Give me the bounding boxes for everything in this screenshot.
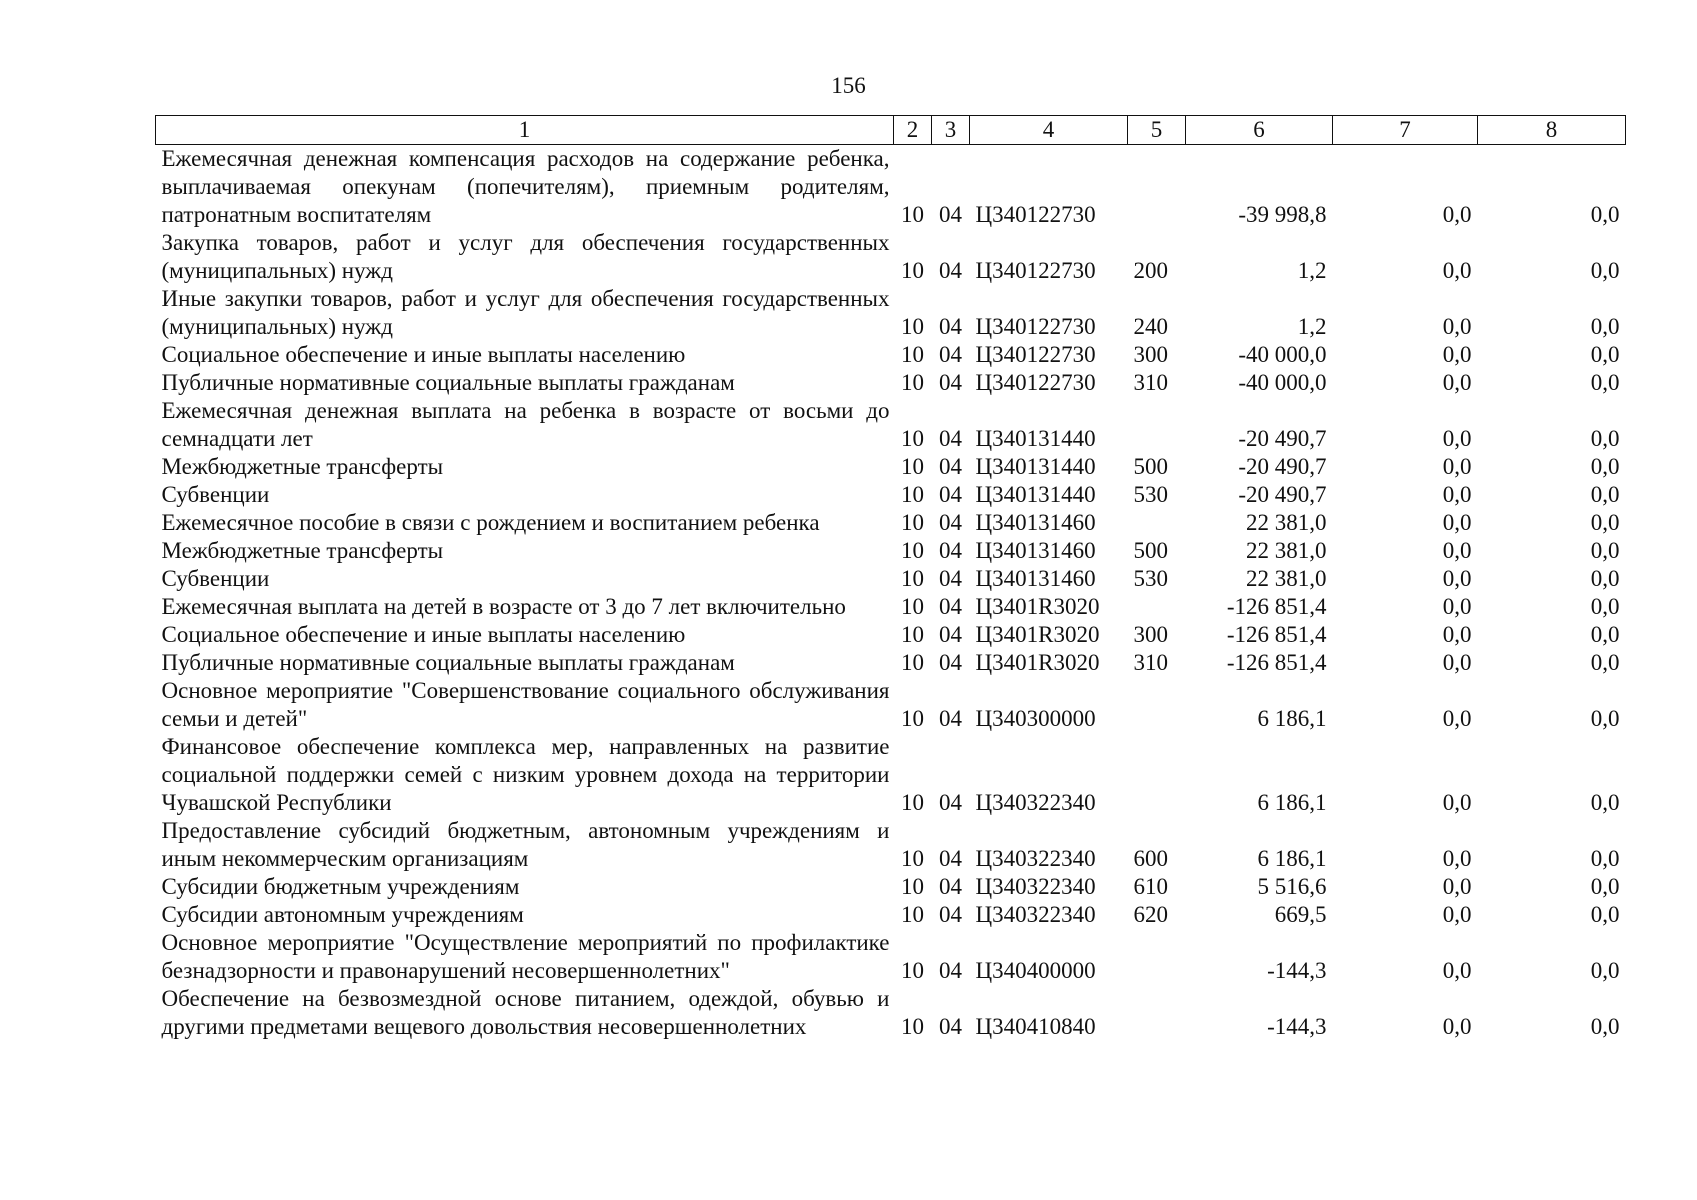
expense-type-cell <box>1128 733 1186 817</box>
header-cell-4: 4 <box>970 116 1128 145</box>
table-body <box>156 145 1626 1042</box>
amount-col7-cell: 0,0 <box>1442 482 1472 507</box>
section-code-cell: 10 <box>901 594 924 619</box>
table-row <box>156 565 1626 593</box>
expense-type-cell <box>1128 929 1186 985</box>
expense-type-cell: 530 <box>1133 482 1168 507</box>
header-cell-6: 6 <box>1186 116 1333 145</box>
amount-col6-cell: -126 851,4 <box>1226 594 1327 619</box>
row-name-cell: Межбюджетные трансферты <box>161 538 444 563</box>
amount-col8-cell: 0,0 <box>1590 370 1620 395</box>
amount-col7-cell: 0,0 <box>1442 594 1472 619</box>
expense-type-cell: 200 <box>1133 258 1168 283</box>
amount-col8-cell: 0,0 <box>1590 314 1620 339</box>
amount-col6-cell: 6 186,1 <box>1257 706 1327 731</box>
amount-col8-cell: 0,0 <box>1590 482 1620 507</box>
row-name-cell: Обеспечение на безвозмездной основе питанием, одеждой, обувью и другими предметами вещевого довольствия несовершеннолетних <box>161 986 890 1039</box>
table-row <box>156 481 1626 509</box>
row-name-cell: Основное мероприятие "Совершенствование социального обслуживания семьи и детей" <box>161 678 890 731</box>
amount-col7-cell: 0,0 <box>1442 454 1472 479</box>
table-row <box>156 537 1626 565</box>
table-row <box>156 285 1626 341</box>
subsection-code-cell: 04 <box>939 202 962 227</box>
expense-type-cell: 620 <box>1133 902 1168 927</box>
amount-col7-cell: 0,0 <box>1442 510 1472 535</box>
amount-col8-cell: 0,0 <box>1590 706 1620 731</box>
target-article-cell: Ц340131440 <box>975 426 1096 451</box>
amount-col6-cell: -40 000,0 <box>1238 342 1327 367</box>
subsection-code-cell: 04 <box>939 706 962 731</box>
table-row <box>156 509 1626 537</box>
target-article-cell: Ц340400000 <box>975 958 1096 983</box>
table-row <box>156 929 1626 985</box>
table-row <box>156 593 1626 621</box>
amount-col6-cell: -20 490,7 <box>1238 426 1327 451</box>
amount-col6-cell: -39 998,8 <box>1238 202 1327 227</box>
row-name-cell: Иные закупки товаров, работ и услуг для обеспечения государственных (муниципальных) нужд <box>161 286 890 339</box>
amount-col6-cell: 669,5 <box>1274 902 1327 927</box>
amount-col8-cell: 0,0 <box>1590 510 1620 535</box>
target-article-cell: Ц3401R3020 <box>975 594 1100 619</box>
subsection-code-cell: 04 <box>939 958 962 983</box>
amount-col7-cell: 0,0 <box>1442 538 1472 563</box>
target-article-cell: Ц340122730 <box>975 202 1096 227</box>
section-code-cell: 10 <box>901 454 924 479</box>
section-code-cell: 10 <box>901 538 924 563</box>
section-code-cell: 10 <box>901 958 924 983</box>
section-code-cell: 10 <box>901 370 924 395</box>
amount-col6-cell: 1,2 <box>1297 258 1327 283</box>
subsection-code-cell: 04 <box>939 650 962 675</box>
amount-col8-cell: 0,0 <box>1590 342 1620 367</box>
row-name-cell: Субсидии автономным учреждениям <box>161 902 524 927</box>
amount-col7-cell: 0,0 <box>1442 622 1472 647</box>
target-article-cell: Ц340131460 <box>975 538 1096 563</box>
expense-type-cell: 500 <box>1133 538 1168 563</box>
table-row <box>156 621 1626 649</box>
section-code-cell: 10 <box>901 566 924 591</box>
row-name-cell: Субвенции <box>161 566 270 591</box>
row-name-cell: Публичные нормативные социальные выплаты гражданам <box>161 650 735 675</box>
header-cell-7: 7 <box>1333 116 1478 145</box>
amount-col6-cell: 1,2 <box>1297 314 1327 339</box>
target-article-cell: Ц3401R3020 <box>975 650 1100 675</box>
target-article-cell: Ц3401R3020 <box>975 622 1100 647</box>
table-row <box>156 873 1626 901</box>
amount-col6-cell: 6 186,1 <box>1257 846 1327 871</box>
amount-col6-cell: -20 490,7 <box>1238 482 1327 507</box>
subsection-code-cell: 04 <box>939 342 962 367</box>
amount-col7-cell: 0,0 <box>1442 650 1472 675</box>
amount-col7-cell: 0,0 <box>1442 202 1472 227</box>
table-row <box>156 369 1626 397</box>
row-name-cell: Ежемесячная денежная компенсация расходов на содержание ребенка, выплачиваемая опекунам (попечителям), приемным родителям, патронатным воспитателям <box>161 146 890 227</box>
amount-col8-cell: 0,0 <box>1590 902 1620 927</box>
subsection-code-cell: 04 <box>939 314 962 339</box>
expense-type-cell: 500 <box>1133 454 1168 479</box>
header-cell-2: 2 <box>894 116 932 145</box>
subsection-code-cell: 04 <box>939 510 962 535</box>
expense-type-cell: 600 <box>1133 846 1168 871</box>
amount-col7-cell: 0,0 <box>1442 370 1472 395</box>
target-article-cell: Ц340122730 <box>975 370 1096 395</box>
target-article-cell: Ц340131440 <box>975 482 1096 507</box>
row-name-cell: Субвенции <box>161 482 270 507</box>
amount-col8-cell: 0,0 <box>1590 566 1620 591</box>
header-cell-3: 3 <box>932 116 970 145</box>
section-code-cell: 10 <box>901 790 924 815</box>
amount-col8-cell: 0,0 <box>1590 426 1620 451</box>
subsection-code-cell: 04 <box>939 874 962 899</box>
amount-col8-cell: 0,0 <box>1590 538 1620 563</box>
table-row <box>156 649 1626 677</box>
amount-col8-cell: 0,0 <box>1590 202 1620 227</box>
amount-col8-cell: 0,0 <box>1590 874 1620 899</box>
amount-col8-cell: 0,0 <box>1590 650 1620 675</box>
header-cell-1: 1 <box>156 116 894 145</box>
section-code-cell: 10 <box>901 314 924 339</box>
target-article-cell: Ц340122730 <box>975 342 1096 367</box>
amount-col7-cell: 0,0 <box>1442 846 1472 871</box>
subsection-code-cell: 04 <box>939 790 962 815</box>
amount-col8-cell: 0,0 <box>1590 958 1620 983</box>
subsection-code-cell: 04 <box>939 258 962 283</box>
amount-col7-cell: 0,0 <box>1442 1014 1472 1039</box>
target-article-cell: Ц340410840 <box>975 1014 1096 1039</box>
amount-col6-cell: 22 381,0 <box>1246 566 1327 591</box>
expense-type-cell: 310 <box>1133 650 1168 675</box>
amount-col7-cell: 0,0 <box>1442 790 1472 815</box>
table-row <box>156 985 1626 1041</box>
amount-col6-cell: -20 490,7 <box>1238 454 1327 479</box>
amount-col7-cell: 0,0 <box>1442 902 1472 927</box>
subsection-code-cell: 04 <box>939 454 962 479</box>
subsection-code-cell: 04 <box>939 566 962 591</box>
subsection-code-cell: 04 <box>939 1014 962 1039</box>
expense-type-cell: 300 <box>1133 622 1168 647</box>
expense-type-cell <box>1128 509 1186 537</box>
amount-col8-cell: 0,0 <box>1590 622 1620 647</box>
amount-col6-cell: 6 186,1 <box>1257 790 1327 815</box>
amount-col7-cell: 0,0 <box>1442 258 1472 283</box>
amount-col8-cell: 0,0 <box>1590 594 1620 619</box>
section-code-cell: 10 <box>901 426 924 451</box>
row-name-cell: Закупка товаров, работ и услуг для обеспечения государственных (муниципальных) нужд <box>161 230 890 283</box>
amount-col8-cell: 0,0 <box>1590 1014 1620 1039</box>
row-name-cell: Финансовое обеспечение комплекса мер, направленных на развитие социальной поддержки семей с низким уровнем дохода на территории Чувашской Республики <box>161 734 890 815</box>
target-article-cell: Ц340122730 <box>975 258 1096 283</box>
section-code-cell: 10 <box>901 510 924 535</box>
table-row <box>156 733 1626 817</box>
table-row <box>156 341 1626 369</box>
table-row <box>156 901 1626 929</box>
target-article-cell: Ц340122730 <box>975 314 1096 339</box>
section-code-cell: 10 <box>901 1014 924 1039</box>
target-article-cell: Ц340322340 <box>975 874 1096 899</box>
section-code-cell: 10 <box>901 706 924 731</box>
target-article-cell: Ц340322340 <box>975 902 1096 927</box>
section-code-cell: 10 <box>901 846 924 871</box>
amount-col6-cell: -144,3 <box>1267 958 1327 983</box>
target-article-cell: Ц340322340 <box>975 846 1096 871</box>
subsection-code-cell: 04 <box>939 902 962 927</box>
section-code-cell: 10 <box>901 874 924 899</box>
table-row <box>156 229 1626 285</box>
expense-type-cell: 610 <box>1133 874 1168 899</box>
target-article-cell: Ц340131440 <box>975 454 1096 479</box>
header-cell-5: 5 <box>1128 116 1186 145</box>
amount-col8-cell: 0,0 <box>1590 846 1620 871</box>
expense-type-cell: 310 <box>1133 370 1168 395</box>
amount-col7-cell: 0,0 <box>1442 314 1472 339</box>
expense-type-cell: 530 <box>1133 566 1168 591</box>
row-name-cell: Предоставление субсидий бюджетным, автономным учреждениям и иным некоммерческим организациям <box>161 818 890 871</box>
row-name-cell: Социальное обеспечение и иные выплаты населению <box>161 342 686 367</box>
subsection-code-cell: 04 <box>939 426 962 451</box>
amount-col6-cell: -40 000,0 <box>1238 370 1327 395</box>
row-name-cell: Ежемесячная денежная выплата на ребенка в возрасте от восьми до семнадцати лет <box>161 398 890 451</box>
section-code-cell: 10 <box>901 650 924 675</box>
section-code-cell: 10 <box>901 902 924 927</box>
row-name-cell: Публичные нормативные социальные выплаты гражданам <box>161 370 735 395</box>
target-article-cell: Ц340300000 <box>975 706 1096 731</box>
section-code-cell: 10 <box>901 258 924 283</box>
amount-col6-cell: 5 516,6 <box>1257 874 1327 899</box>
subsection-code-cell: 04 <box>939 622 962 647</box>
expense-type-cell <box>1128 593 1186 621</box>
amount-col7-cell: 0,0 <box>1442 706 1472 731</box>
row-name-cell: Основное мероприятие "Осуществление мероприятий по профилактике безнадзорности и правонарушений несовершеннолетних" <box>161 930 890 983</box>
row-name-cell: Социальное обеспечение и иные выплаты населению <box>161 622 686 647</box>
row-name-cell: Ежемесячное пособие в связи с рождением и воспитанием ребенка <box>161 510 820 535</box>
page-number: 156 <box>831 73 866 98</box>
budget-table <box>155 115 1626 1041</box>
subsection-code-cell: 04 <box>939 594 962 619</box>
expense-type-cell: 300 <box>1133 342 1168 367</box>
target-article-cell: Ц340131460 <box>975 510 1096 535</box>
expense-type-cell <box>1128 677 1186 733</box>
table-row <box>156 453 1626 481</box>
expense-type-cell <box>1128 397 1186 453</box>
section-code-cell: 10 <box>901 482 924 507</box>
amount-col6-cell: 22 381,0 <box>1246 510 1327 535</box>
amount-col8-cell: 0,0 <box>1590 258 1620 283</box>
header-row <box>156 116 1626 145</box>
subsection-code-cell: 04 <box>939 482 962 507</box>
amount-col7-cell: 0,0 <box>1442 958 1472 983</box>
amount-col7-cell: 0,0 <box>1442 566 1472 591</box>
amount-col7-cell: 0,0 <box>1442 342 1472 367</box>
table-row <box>156 397 1626 453</box>
expense-type-cell <box>1128 985 1186 1041</box>
expense-type-cell <box>1128 145 1186 230</box>
header-cell-8: 8 <box>1478 116 1626 145</box>
target-article-cell: Ц340131460 <box>975 566 1096 591</box>
amount-col8-cell: 0,0 <box>1590 454 1620 479</box>
subsection-code-cell: 04 <box>939 538 962 563</box>
section-code-cell: 10 <box>901 202 924 227</box>
section-code-cell: 10 <box>901 342 924 367</box>
table-row <box>156 677 1626 733</box>
target-article-cell: Ц340322340 <box>975 790 1096 815</box>
table-row <box>156 145 1626 230</box>
amount-col6-cell: 22 381,0 <box>1246 538 1327 563</box>
amount-col7-cell: 0,0 <box>1442 426 1472 451</box>
row-name-cell: Субсидии бюджетным учреждениям <box>161 874 520 899</box>
row-name-cell: Межбюджетные трансферты <box>161 454 444 479</box>
expense-type-cell: 240 <box>1133 314 1168 339</box>
subsection-code-cell: 04 <box>939 846 962 871</box>
row-name-cell: Ежемесячная выплата на детей в возрасте от 3 до 7 лет включительно <box>161 594 846 619</box>
table-row <box>156 817 1626 873</box>
section-code-cell: 10 <box>901 622 924 647</box>
amount-col6-cell: -126 851,4 <box>1226 622 1327 647</box>
amount-col7-cell: 0,0 <box>1442 874 1472 899</box>
amount-col8-cell: 0,0 <box>1590 790 1620 815</box>
subsection-code-cell: 04 <box>939 370 962 395</box>
amount-col6-cell: -126 851,4 <box>1226 650 1327 675</box>
amount-col6-cell: -144,3 <box>1267 1014 1327 1039</box>
